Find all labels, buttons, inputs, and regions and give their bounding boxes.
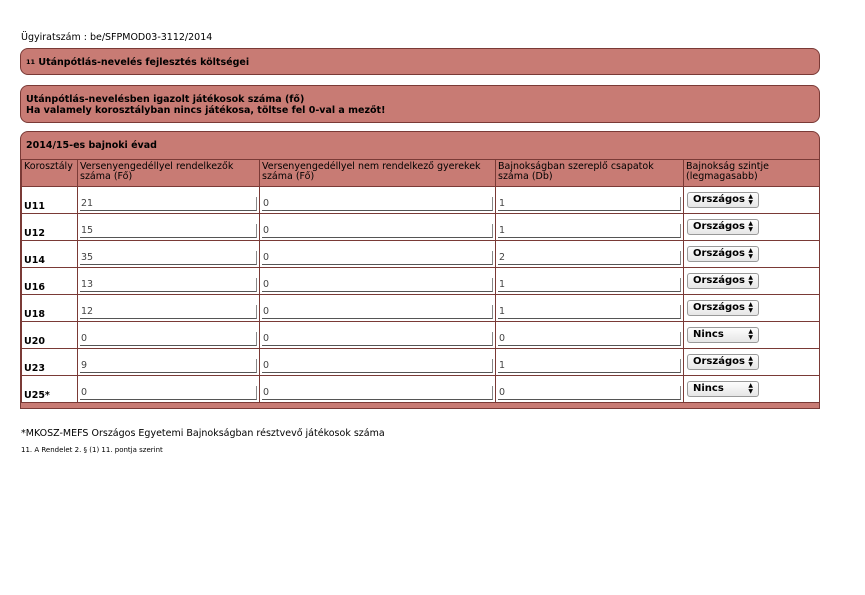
teams-input[interactable] bbox=[498, 359, 681, 373]
case-number: Ügyiratszám : be/SFPMOD03-3112/2014 bbox=[21, 32, 213, 43]
level-select-value: Országos bbox=[693, 302, 745, 313]
table-row bbox=[22, 187, 821, 214]
header-licensed: Versenyengedéllyel rendelkezők száma (Fő) bbox=[78, 160, 260, 187]
select-arrows-icon: ▲ ▼ bbox=[748, 355, 753, 368]
footnote-marker: 11 bbox=[26, 58, 36, 66]
select-arrows-icon: ▲ ▼ bbox=[748, 193, 753, 206]
licensed-input[interactable] bbox=[80, 224, 257, 238]
level-select[interactable] bbox=[687, 273, 759, 289]
teams-input[interactable] bbox=[498, 386, 681, 400]
category-cell: U11 bbox=[22, 187, 78, 214]
info-box bbox=[20, 85, 820, 123]
licensed-input[interactable] bbox=[80, 278, 257, 292]
select-arrows-icon: ▲ ▼ bbox=[748, 382, 753, 395]
select-arrows-icon: ▲ ▼ bbox=[748, 220, 753, 233]
info-line-1: Utánpótlás-nevelésben igazolt játékosok száma (fő) bbox=[26, 94, 305, 105]
teams-input[interactable] bbox=[498, 332, 681, 346]
level-select-value: Országos bbox=[693, 221, 745, 232]
season-panel bbox=[20, 131, 820, 409]
table-row bbox=[22, 214, 821, 241]
header-category: Korosztály bbox=[22, 160, 78, 187]
section-title-box bbox=[20, 48, 820, 75]
category-cell: U14 bbox=[22, 241, 78, 268]
level-select-value: Nincs bbox=[693, 383, 724, 394]
table-row bbox=[22, 349, 821, 376]
licensed-input[interactable] bbox=[80, 251, 257, 265]
unlicensed-input[interactable] bbox=[262, 278, 493, 292]
table-row bbox=[22, 376, 821, 403]
teams-input[interactable] bbox=[498, 251, 681, 265]
players-table bbox=[21, 159, 820, 403]
table-row bbox=[22, 241, 821, 268]
level-select[interactable] bbox=[687, 246, 759, 262]
licensed-input[interactable] bbox=[80, 305, 257, 319]
level-select-value: Országos bbox=[693, 194, 745, 205]
licensed-input[interactable] bbox=[80, 386, 257, 400]
category-cell: U20 bbox=[22, 322, 78, 349]
level-select[interactable] bbox=[687, 300, 759, 316]
unlicensed-input[interactable] bbox=[262, 386, 493, 400]
select-arrows-icon: ▲ ▼ bbox=[748, 301, 753, 314]
unlicensed-input[interactable] bbox=[262, 224, 493, 238]
section-title: Utánpótlás-nevelés fejlesztés költségei bbox=[38, 57, 250, 68]
level-select-value: Országos bbox=[693, 248, 745, 259]
category-cell: U25* bbox=[22, 376, 78, 403]
category-cell: U12 bbox=[22, 214, 78, 241]
level-select-value: Országos bbox=[693, 356, 745, 367]
category-cell: U16 bbox=[22, 268, 78, 295]
unlicensed-input[interactable] bbox=[262, 359, 493, 373]
licensed-input[interactable] bbox=[80, 359, 257, 373]
unlicensed-input[interactable] bbox=[262, 332, 493, 346]
season-title: 2014/15-es bajnoki évad bbox=[26, 140, 157, 151]
info-line-2: Ha valamely korosztályban nincs játékosa, töltse fel 0-val a mezőt! bbox=[26, 105, 386, 116]
category-cell: U18 bbox=[22, 295, 78, 322]
level-select[interactable] bbox=[687, 381, 759, 397]
select-arrows-icon: ▲ ▼ bbox=[748, 247, 753, 260]
licensed-input[interactable] bbox=[80, 197, 257, 211]
unlicensed-input[interactable] bbox=[262, 251, 493, 265]
header-teams: Bajnokságban szereplő csapatok száma (Db) bbox=[496, 160, 684, 187]
unlicensed-input[interactable] bbox=[262, 305, 493, 319]
select-arrows-icon: ▲ ▼ bbox=[748, 328, 753, 341]
level-select[interactable] bbox=[687, 327, 759, 343]
table-header-row bbox=[22, 160, 821, 187]
table-row bbox=[22, 268, 821, 295]
licensed-input[interactable] bbox=[80, 332, 257, 346]
unlicensed-input[interactable] bbox=[262, 197, 493, 211]
footnote: 11. A Rendelet 2. § (1) 11. pontja szerint bbox=[21, 446, 163, 454]
teams-input[interactable] bbox=[498, 197, 681, 211]
teams-input[interactable] bbox=[498, 278, 681, 292]
teams-input[interactable] bbox=[498, 224, 681, 238]
level-select[interactable] bbox=[687, 354, 759, 370]
header-unlicensed: Versenyengedéllyel nem rendelkező gyerekek száma (Fő) bbox=[260, 160, 496, 187]
header-level: Bajnokság szintje (legmagasabb) bbox=[684, 160, 821, 187]
level-select[interactable] bbox=[687, 192, 759, 208]
category-cell: U23 bbox=[22, 349, 78, 376]
table-row bbox=[22, 295, 821, 322]
teams-input[interactable] bbox=[498, 305, 681, 319]
level-select[interactable] bbox=[687, 219, 759, 235]
asterisk-note: *MKOSZ-MEFS Országos Egyetemi Bajnokságban résztvevő játékosok száma bbox=[21, 428, 385, 439]
level-select-value: Országos bbox=[693, 275, 745, 286]
level-select-value: Nincs bbox=[693, 329, 724, 340]
select-arrows-icon: ▲ ▼ bbox=[748, 274, 753, 287]
table-row bbox=[22, 322, 821, 349]
